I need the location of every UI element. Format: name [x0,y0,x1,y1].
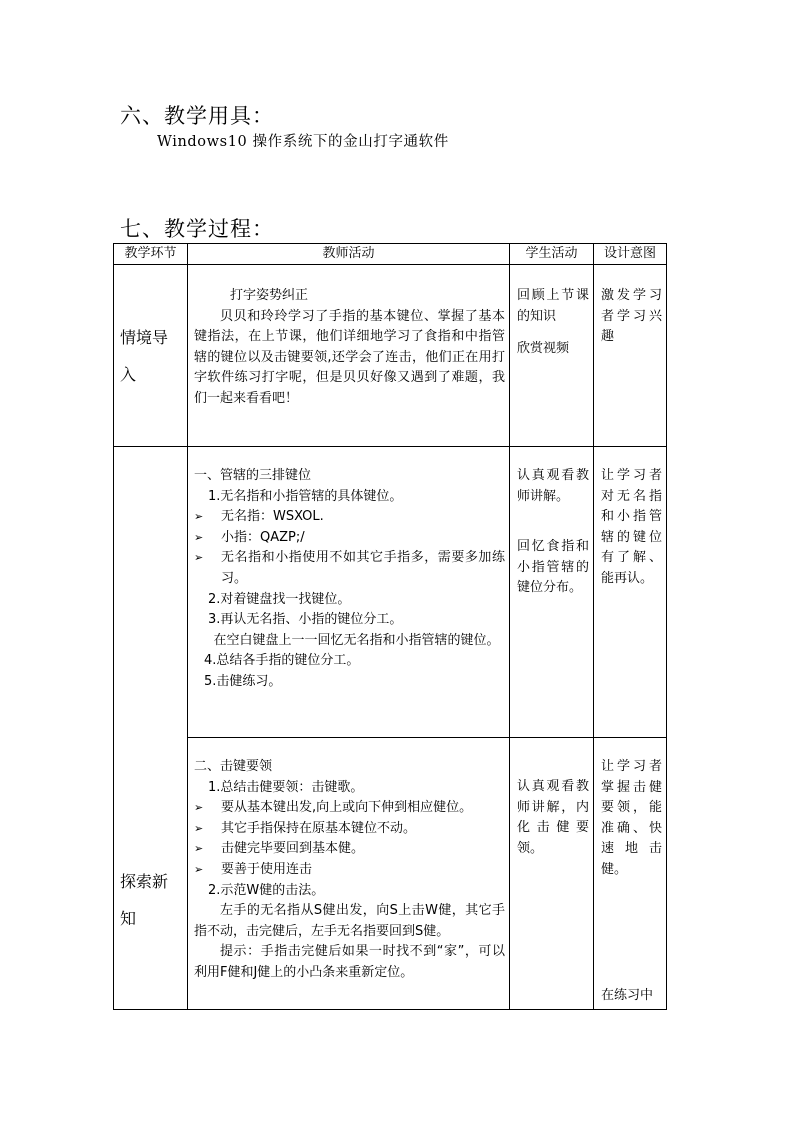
bullet-arrow-icon: ➢ [194,551,204,565]
activity-paragraph: 提示：手指击完健后如果一时找不到“家”，可以利用F健和J健上的小凸条来重新定位。 [194,944,505,980]
bullet-arrow-icon: ➢ [194,862,204,876]
table-row [114,265,667,447]
activity-step: 2.示范W健的击法。 [208,882,325,898]
header-teacher-activity: 教师活动 [188,244,510,265]
student-activity-cell [510,738,594,1010]
activity-paragraph: 左手的无名指从S健出发，向S上击W健，其它手指不动，击完健后，左手无名指要回到S健。 [194,903,505,939]
design-intent-text: 让学习者对无名指和小指管辖的键位有了解、能再认。 [601,468,662,586]
activity-paragraph: 在空白键盘上一一回忆无名指和小指管辖的键位。 [213,632,500,648]
bullet-arrow-icon: ➢ [194,510,204,524]
list-item [194,798,505,819]
activity-title: 打字姿势纠正 [230,288,309,303]
activity-step: 1.总结击健要领：击键歌。 [208,779,364,795]
student-activity-text: 回忆食指和小指管辖的键位分布。 [517,539,589,596]
bullet-arrow-icon: ➢ [194,842,204,856]
list-item [194,819,505,840]
stage-label-line: 入 [120,364,137,384]
list-item-text: 要从基本键出发,向上或向下伸到相应健位。 [221,800,473,816]
list-item-text: 小指：QAZP;/ [221,529,305,545]
stage-label-line: 知 [120,909,137,928]
list-item [194,507,505,528]
teaching-tools-content: Windows10 操作系统下的金山打字通软件 [157,134,449,150]
list-item-text: 其它手指保持在原基本键位不动。 [221,820,417,836]
teaching-process-table [113,243,667,1010]
teacher-activity-cell [188,447,510,738]
list-item [194,548,505,589]
student-activity-cell [510,265,594,447]
student-activity-text: 欣赏视频 [517,341,570,357]
student-activity-text: 认真观看教师讲解，内化击健要领。 [517,779,589,856]
bullet-arrow-icon: ➢ [194,821,204,835]
table-header-row [114,244,667,265]
design-intent-cell [594,447,667,738]
design-intent-text: 让学习者掌握击健要领，能准确、快速地击健。 [601,759,662,877]
header-design-intent: 设计意图 [594,244,667,265]
list-item [194,860,505,881]
list-item-text: 要善于使用连击 [221,861,313,877]
design-intent-text: 激发学习者学习兴趣 [601,288,662,345]
teacher-activity-cell [188,265,510,447]
stage-cell [114,265,188,447]
stage-label-line: 探索新 [120,872,169,891]
design-intent-text: 在练习中 [601,988,654,1004]
header-stage: 教学环节 [114,244,188,265]
activity-step: 5.击健练习。 [204,673,282,689]
list-item-text: 无名指和小指使用不如其它手指多，需要多加练习。 [221,550,505,586]
list-item-text: 无名指：WSXOL. [221,509,324,525]
section-heading-teaching-tools: 六、教学用具： [120,104,274,128]
header-student-activity: 学生活动 [510,244,594,265]
list-item [194,839,505,860]
list-item [194,528,505,549]
bullet-arrow-icon: ➢ [194,530,204,544]
student-activity-text: 认真观看教师讲解。 [517,468,589,504]
list-item-text: 击健完毕要回到基本健。 [221,841,365,857]
design-intent-cell [594,738,667,1010]
activity-step: 4.总结各手指的键位分工。 [204,653,360,669]
activity-title: 一、管辖的三排键位 [194,468,312,483]
stage-label-line: 情境导 [120,327,169,347]
student-activity-cell [510,447,594,738]
design-intent-cell [594,265,667,447]
activity-step: 1.无名指和小指管辖的具体键位。 [208,488,403,504]
stage-cell [114,447,188,1010]
table-row [114,447,667,738]
bullet-arrow-icon: ➢ [194,801,204,815]
activity-paragraph: 贝贝和玲玲学习了手指的基本键位、掌握了基本键指法，在上节课，他们详细地学习了食指和中指管辖的键位以及击键要领,还学会了连击，他们正在用打字软件练习打字呢，但是贝贝好像又遇到了难题，我们一起来看看吧！ [194,308,505,406]
section-heading-teaching-process: 七、教学过程： [120,217,274,241]
teacher-activity-cell [188,738,510,1010]
table-row [114,738,667,1010]
activity-step: 2.对着键盘找一找键位。 [208,591,351,607]
activity-title: 二、击键要领 [194,759,273,774]
activity-step: 3.再认无名指、小指的键位分工。 [208,612,403,628]
student-activity-text: 回顾上节课的知识 [517,288,589,324]
